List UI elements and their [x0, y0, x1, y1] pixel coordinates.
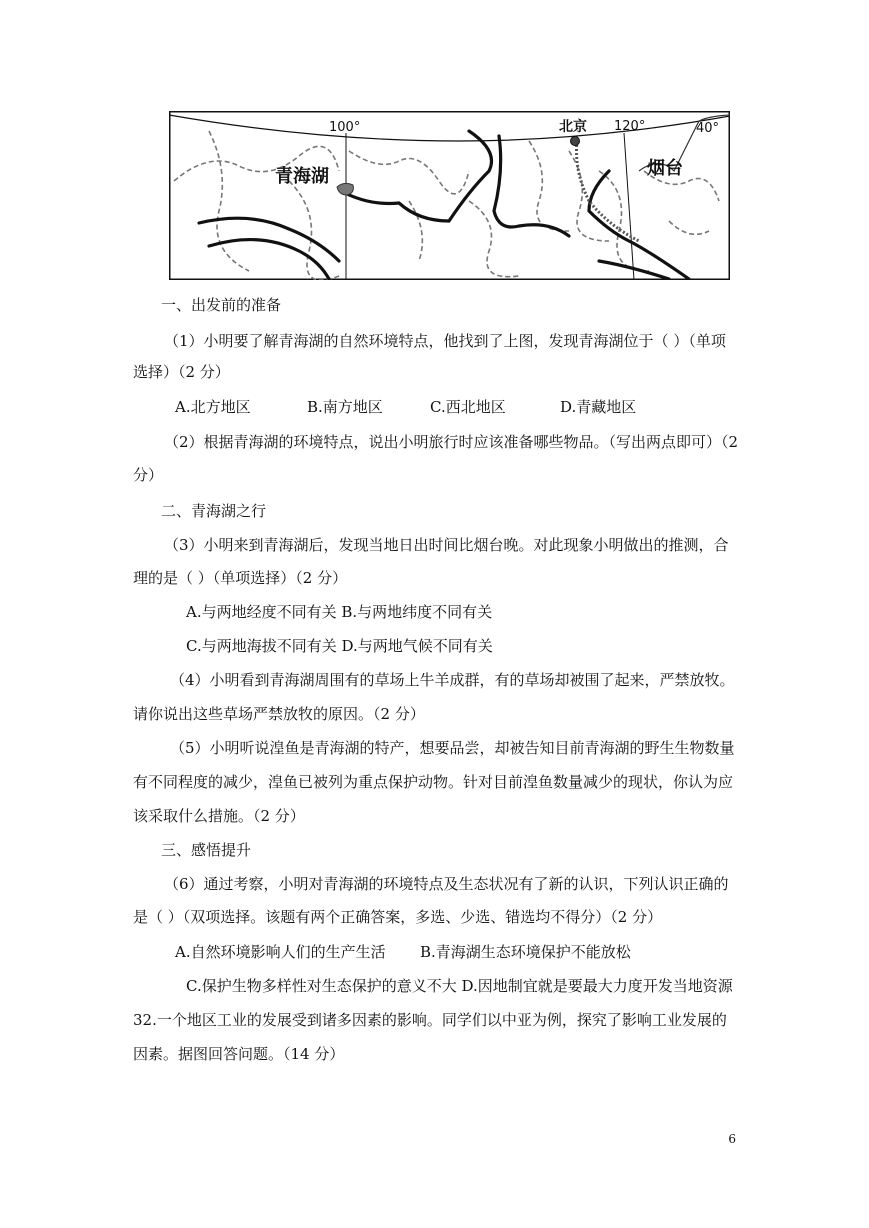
yantai-label: 烟台 [647, 158, 683, 179]
lon-100-label: 100° [329, 120, 361, 135]
q6-text-line1: （6）通过考察，小明对青海湖的环境特点及生态状况有了新的认识，下列认识正确的 [164, 875, 729, 893]
q6-options-row2: C.保护生物多样性对生态保护的意义不大 D.因地制宜就是要最大力度开发当地资源 [186, 977, 733, 995]
q1-option-c: C.西北地区 [430, 398, 506, 416]
q6-option-b: B.青海湖生态环境保护不能放松 [420, 943, 631, 961]
beijing-dot [571, 137, 580, 146]
q2-text-line1: （2）根据青海湖的环境特点，说出小明旅行时应该准备哪些物品。（写出两点即可）（2 [164, 433, 739, 451]
q1-option-a: A.北方地区 [175, 398, 251, 416]
q3-text-line2: 理的是（ ）（单项选择）（2 分） [133, 569, 348, 587]
q1-option-d: D.青藏地区 [560, 398, 637, 416]
q32-text-line1: 32.一个地区工业的发展受到诸多因素的影响。同学们以中亚为例，探究了影响工业发展的 [133, 1011, 727, 1029]
lon-120-label: 120° [614, 119, 646, 134]
q3-options-row2: C.与两地海拔不同有关 D.与两地气候不同有关 [186, 637, 493, 655]
q4-text-line1: （4）小明看到青海湖周围有的草场上牛羊成群，有的草场却被围了起来，严禁放牧。 [170, 671, 735, 689]
q3-text-line1: （3）小明来到青海湖后，发现当地日出时间比烟台晚。对此现象小明做出的推测，合 [164, 536, 729, 554]
beijing-label: 北京 [559, 119, 587, 135]
q2-text-line2: 分） [133, 466, 164, 484]
q5-text-line1: （5）小明听说湟鱼是青海湖的特产，想要品尝，却被告知目前青海湖的野生生物数量 [170, 739, 735, 757]
section3-heading: 三、感悟提升 [161, 841, 252, 859]
section2-heading: 二、青海湖之行 [161, 502, 267, 520]
section1-heading: 一、出发前的准备 [161, 296, 282, 314]
q32-text-line2: 因素。据图回答问题。（14 分） [133, 1045, 345, 1063]
q1-text-line1: （1）小明要了解青海湖的自然环境特点，他找到了上图，发现青海湖位于（ ）（单项 [164, 332, 726, 350]
q6-text-line2: 是（ ）（双项选择。该题有两个正确答案，多选、少选、错选均不得分）（2 分） [133, 908, 663, 926]
q3-options-row1: A.与两地经度不同有关 B.与两地纬度不同有关 [186, 603, 493, 621]
q5-text-line3: 该采取什么措施。（2 分） [133, 807, 305, 825]
q4-text-line2: 请你说出这些草场严禁放牧的原因。（2 分） [133, 705, 425, 723]
q1-option-b: B.南方地区 [307, 398, 383, 416]
qinghai-lake-label: 青海湖 [275, 166, 329, 187]
q1-text-line2: 选择）（2 分） [133, 363, 230, 381]
map-figure [169, 111, 730, 280]
lat-40-label: 40° [696, 121, 720, 136]
q6-option-a: A.自然环境影响人们的生产生活 [175, 943, 386, 961]
page-number: 6 [728, 1132, 736, 1146]
q5-text-line2: 有不同程度的减少，湟鱼已被列为重点保护动物。针对目前湟鱼数量减少的现状，你认为应 [133, 773, 734, 791]
